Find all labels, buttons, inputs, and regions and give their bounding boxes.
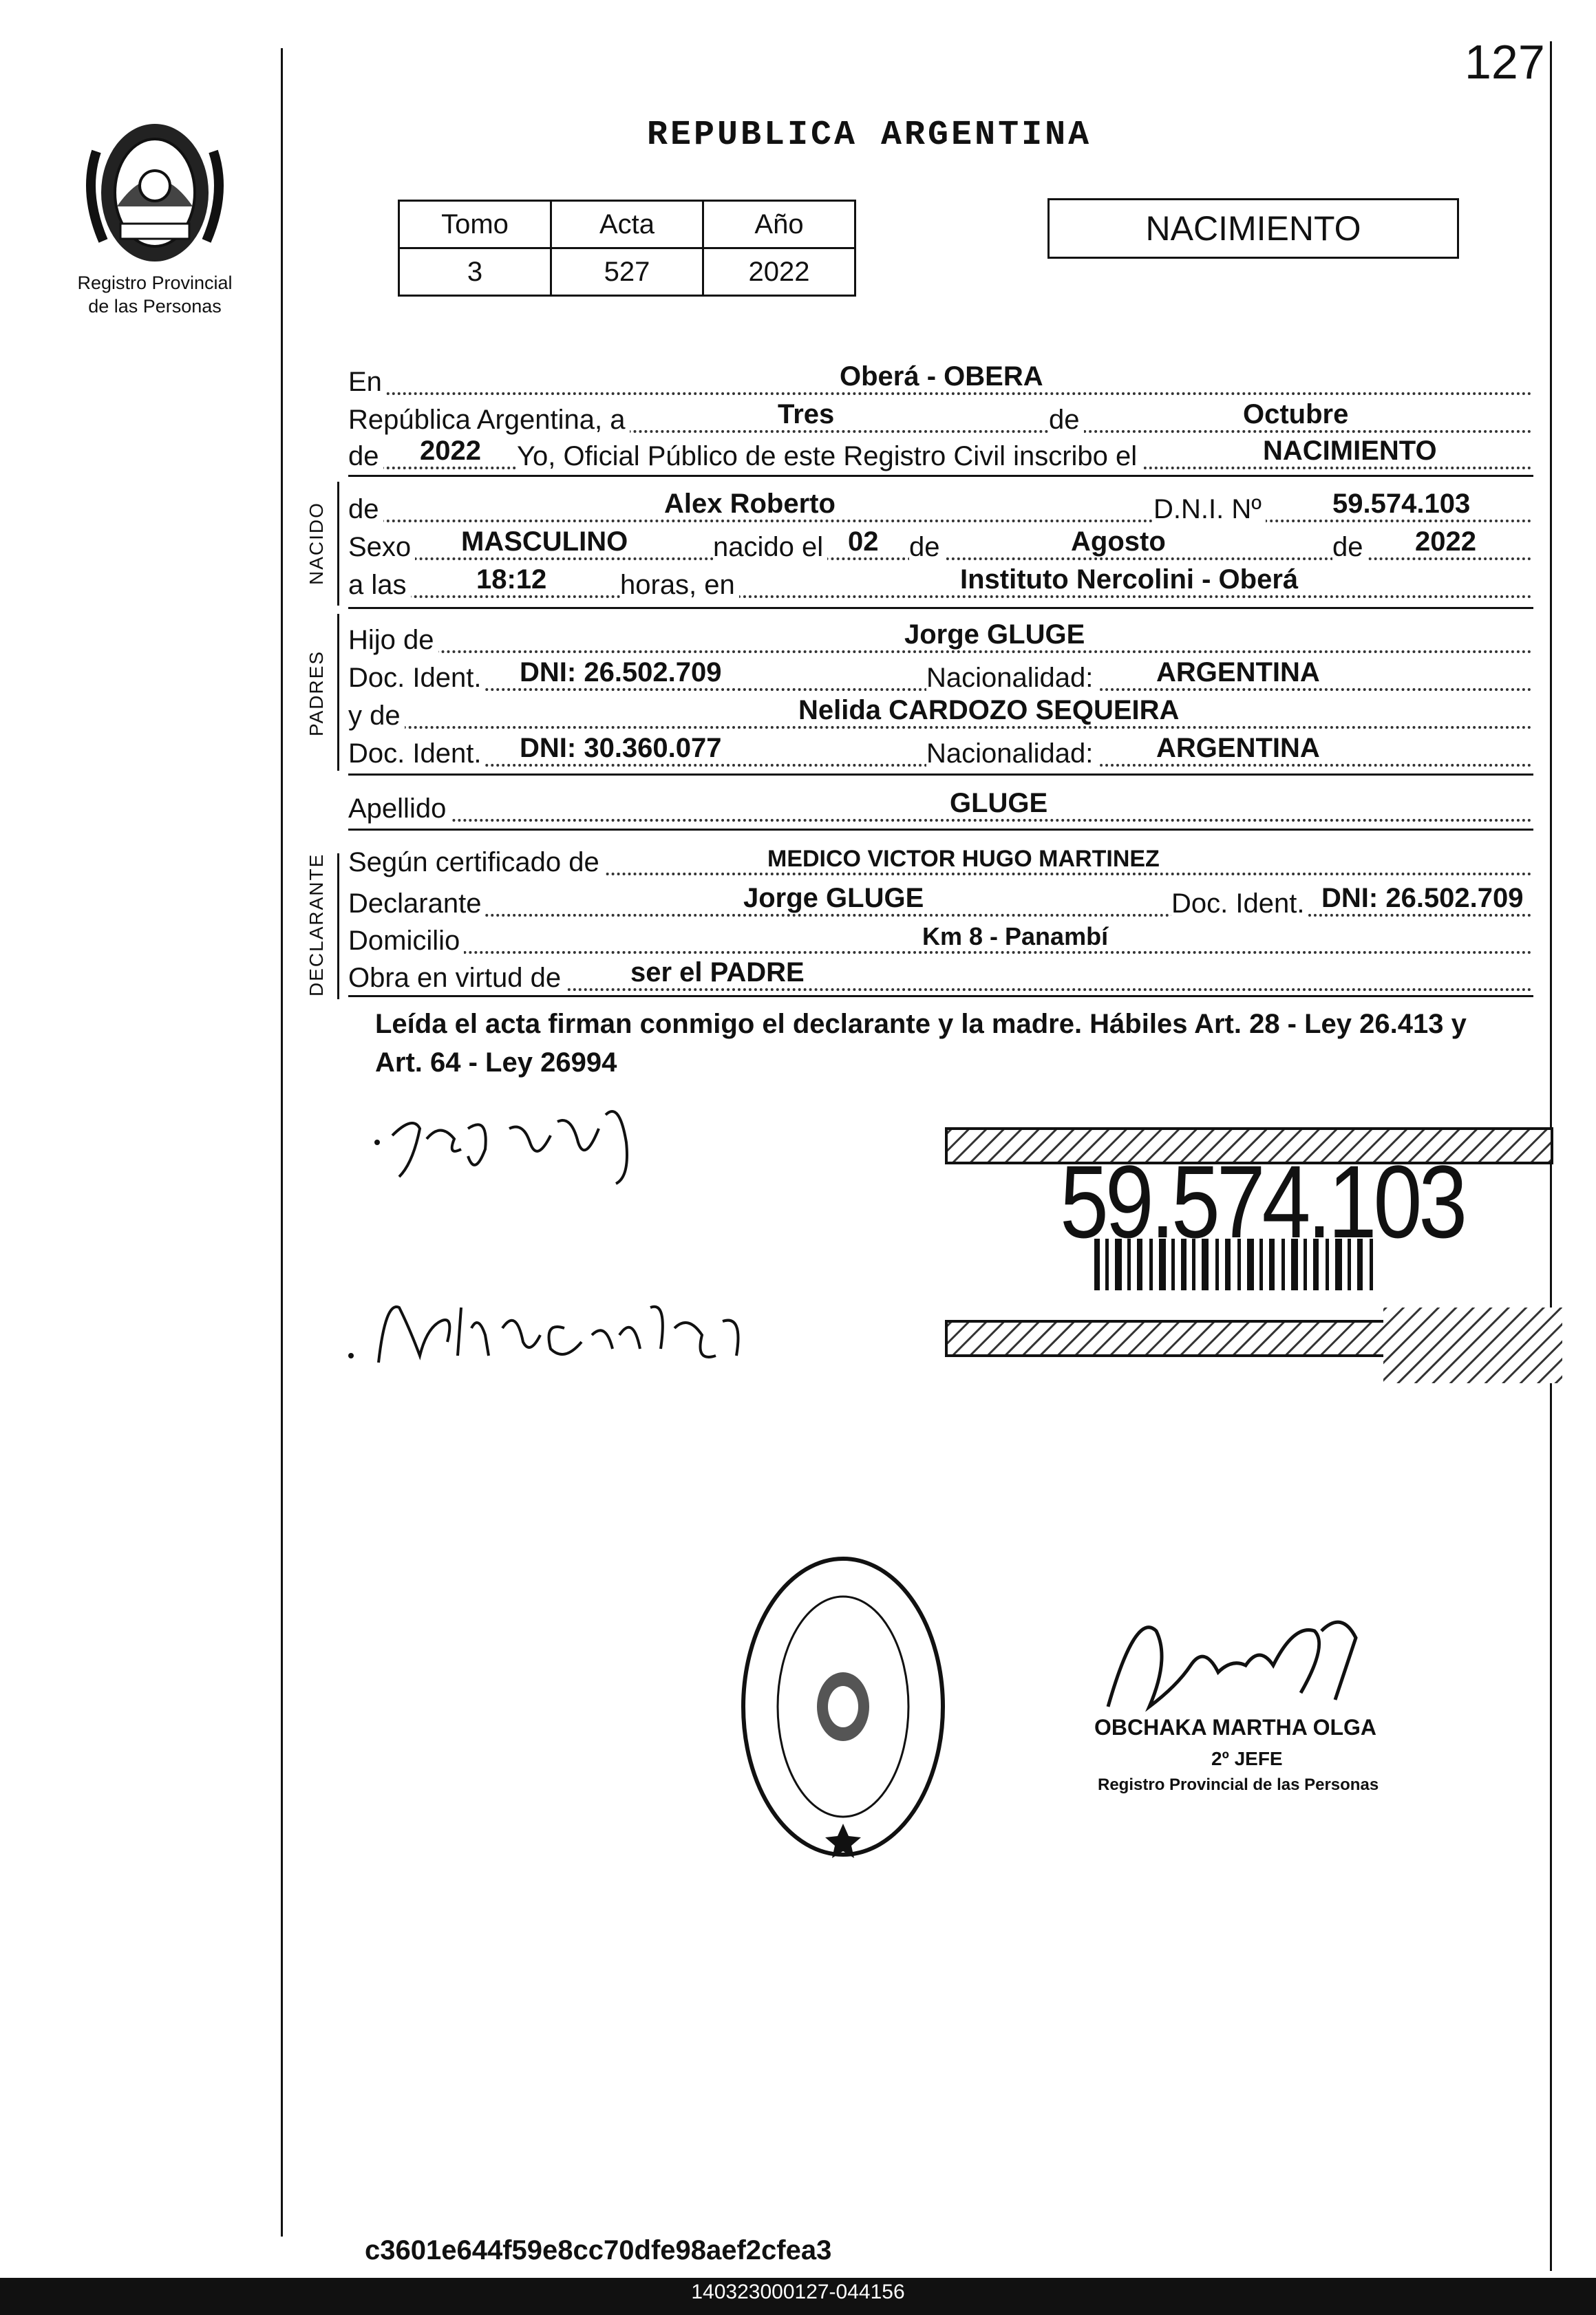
value-tomo: 3 bbox=[399, 248, 551, 296]
label-de4: de bbox=[909, 532, 944, 563]
dni-sticker-number: 59.574.103 bbox=[1060, 1144, 1465, 1259]
rule-4 bbox=[348, 829, 1533, 831]
label-de3: de bbox=[348, 494, 383, 525]
label-hijo: Hijo de bbox=[348, 625, 438, 656]
logo-caption-line2: de las Personas bbox=[88, 296, 222, 317]
label-sexo: Sexo bbox=[348, 532, 415, 563]
header-tomo: Tomo bbox=[399, 201, 551, 248]
rule-2 bbox=[348, 607, 1533, 609]
logo-caption bbox=[62, 271, 248, 318]
value-certifier: MEDICO VICTOR HUGO MARTINEZ bbox=[765, 846, 1162, 873]
value-ano: 2022 bbox=[703, 248, 855, 296]
rule-1 bbox=[348, 475, 1533, 477]
line-father bbox=[348, 619, 1532, 657]
value-address: Km 8 - Panambí bbox=[919, 922, 1111, 951]
line-mother-doc bbox=[348, 733, 1532, 771]
label-yde: y de bbox=[348, 701, 405, 732]
mother-signature bbox=[344, 1287, 771, 1376]
register-table bbox=[398, 200, 856, 297]
value-place: Oberá - OBERA bbox=[837, 361, 1046, 392]
label-inscribo: Yo, Oficial Público de este Registro Civil inscribo el bbox=[517, 441, 1141, 472]
value-mother: Nelida CARDOZO SEQUEIRA bbox=[796, 695, 1182, 726]
official-stamp-icon bbox=[736, 1548, 950, 1865]
line-surname bbox=[348, 788, 1532, 826]
logo-caption-line1: Registro Provincial bbox=[77, 273, 233, 293]
declarant-signature bbox=[372, 1101, 661, 1204]
value-name: Alex Roberto bbox=[661, 489, 838, 520]
nacido-bar bbox=[337, 482, 339, 606]
label-declarante: Declarante bbox=[348, 888, 485, 919]
footer-code: 140323000127-044156 bbox=[691, 2281, 905, 2303]
value-birth-month: Agosto bbox=[1068, 526, 1169, 557]
rule-3 bbox=[348, 774, 1533, 776]
label-alas: a las bbox=[348, 570, 411, 601]
label-apellido: Apellido bbox=[348, 793, 450, 824]
official-role: 2º JEFE bbox=[1211, 1748, 1283, 1769]
header-acta: Acta bbox=[551, 201, 703, 248]
value-father-doc: DNI: 26.502.709 bbox=[517, 657, 725, 688]
province-logo bbox=[76, 110, 234, 282]
label-de: de bbox=[1049, 405, 1084, 436]
country-title: REPUBLICA ARGENTINA bbox=[647, 116, 1092, 155]
label-certificado: Según certificado de bbox=[348, 847, 604, 878]
line-certificado bbox=[348, 845, 1532, 879]
label-nacido: nacido el bbox=[713, 532, 827, 563]
header-ano: Año bbox=[703, 201, 855, 248]
value-mother-nat: ARGENTINA bbox=[1153, 733, 1323, 764]
section-padres: PADRES bbox=[306, 650, 327, 736]
act-type-box: NACIMIENTO bbox=[1047, 198, 1459, 259]
label-de2: de bbox=[348, 441, 383, 472]
value-year: 2022 bbox=[417, 436, 484, 467]
label-en: En bbox=[348, 367, 386, 398]
label-domicilio: Domicilio bbox=[348, 926, 464, 957]
province-seal-icon bbox=[76, 110, 234, 275]
value-sex: MASCULINO bbox=[458, 526, 630, 557]
value-month: Octubre bbox=[1240, 399, 1351, 430]
value-birth-place: Instituto Nercolini - Oberá bbox=[957, 564, 1301, 595]
line-time bbox=[348, 564, 1532, 602]
closing-text: Leída el acta firman conmigo el declarante y la madre. Hábiles Art. 28 - Ley 26.413 y Art. 64 - Ley 26994 bbox=[375, 1009, 1467, 1078]
line-year bbox=[348, 436, 1532, 473]
left-margin-line bbox=[281, 48, 283, 2237]
value-day: Tres bbox=[775, 399, 837, 430]
value-father-nat: ARGENTINA bbox=[1153, 657, 1323, 688]
value-surname: GLUGE bbox=[947, 788, 1050, 819]
value-declarant-doc: DNI: 26.502.709 bbox=[1319, 883, 1526, 914]
value-act-word: NACIMIENTO bbox=[1260, 436, 1440, 467]
official-signature bbox=[1094, 1603, 1383, 1720]
line-sex bbox=[348, 526, 1532, 564]
label-nacionalidad2: Nacionalidad: bbox=[926, 738, 1097, 769]
line-declarant bbox=[348, 883, 1532, 921]
line-mother bbox=[348, 695, 1532, 733]
declarante-bar bbox=[337, 853, 339, 999]
value-father: Jorge GLUGE bbox=[902, 619, 1087, 650]
label-docident2: Doc. Ident. bbox=[348, 738, 485, 769]
label-dni: D.N.I. Nº bbox=[1153, 494, 1266, 525]
page-number: 127 bbox=[1465, 35, 1545, 89]
line-place bbox=[348, 361, 1532, 399]
rule-5 bbox=[348, 995, 1533, 997]
value-reason: ser el PADRE bbox=[628, 957, 807, 988]
label-horas: horas, en bbox=[620, 570, 739, 601]
value-time: 18:12 bbox=[474, 564, 549, 595]
section-nacido: NACIDO bbox=[306, 502, 327, 585]
value-dni: 59.574.103 bbox=[1330, 489, 1473, 520]
value-declarant: Jorge GLUGE bbox=[741, 883, 926, 914]
line-address bbox=[348, 924, 1532, 958]
label-docident3: Doc. Ident. bbox=[1171, 888, 1308, 919]
document-hash: c3601e644f59e8cc70dfe98aef2cfea3 bbox=[365, 2235, 832, 2265]
value-birth-day: 02 bbox=[845, 526, 882, 557]
label-obra: Obra en virtud de bbox=[348, 963, 565, 994]
value-acta: 527 bbox=[551, 248, 703, 296]
label-nacionalidad: Nacionalidad: bbox=[926, 663, 1097, 694]
line-reason bbox=[348, 957, 1532, 995]
padres-bar bbox=[337, 614, 339, 771]
value-birth-year: 2022 bbox=[1412, 526, 1479, 557]
label-republica: República Argentina, a bbox=[348, 405, 630, 436]
section-declarante: DECLARANTE bbox=[306, 853, 327, 996]
label-docident: Doc. Ident. bbox=[348, 663, 485, 694]
label-de5: de bbox=[1332, 532, 1368, 563]
value-mother-doc: DNI: 30.360.077 bbox=[517, 733, 725, 764]
line-date bbox=[348, 399, 1532, 437]
official-name: OBCHAKA MARTHA OLGA bbox=[1094, 1715, 1377, 1740]
line-father-doc bbox=[348, 657, 1532, 695]
official-org: Registro Provincial de las Personas bbox=[1098, 1775, 1379, 1794]
line-name bbox=[348, 489, 1532, 526]
